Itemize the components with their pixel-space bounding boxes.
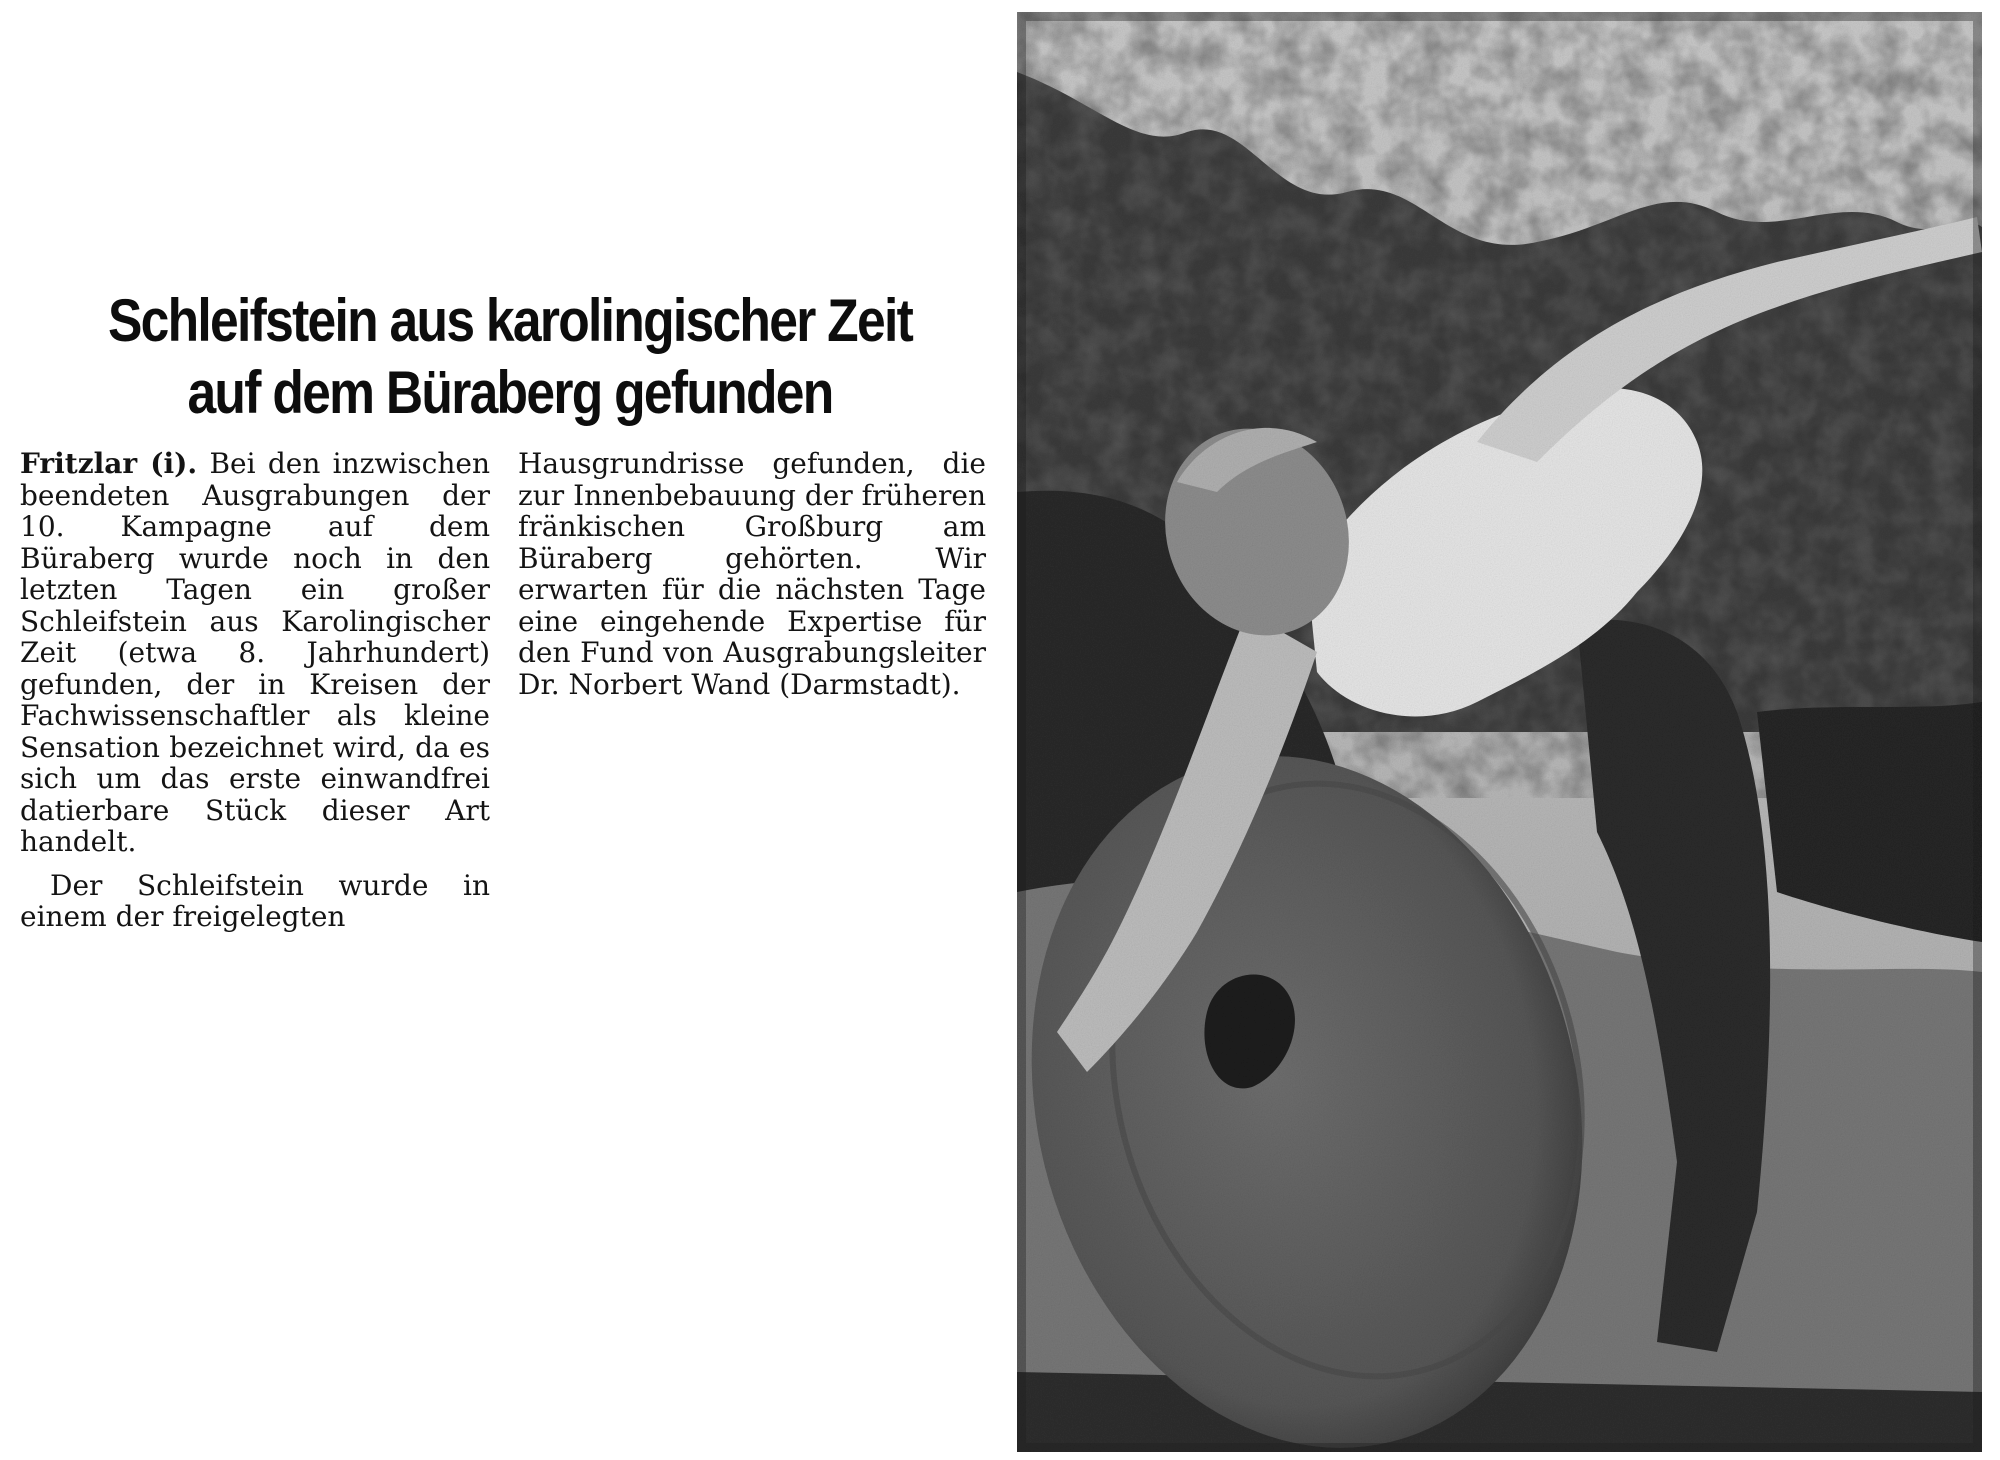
article-paragraph-1	[20, 448, 490, 858]
headline-line-1: Schleifstein aus karolingischer Zeit	[107, 287, 913, 354]
article-column-left	[20, 448, 490, 933]
article-column-right	[518, 448, 986, 700]
photo-man-with-grindstone	[1017, 12, 1982, 1452]
article-paragraph-2-continued: Hausgrundrisse gefunden, die zur Innenbebauung der früheren fränkischen Großburg am Büraberg gehörten. Wir erwarten für die nächsten Tage eine eingehende Expertise für den Fund von Ausgrabungsleiter Dr. Norbert Wand (Darmstadt).	[518, 447, 986, 701]
news-photo	[1017, 12, 1982, 1452]
article-paragraph-2-text: Der Schleifstein wurde in einem der freigelegten	[20, 868, 490, 933]
article-paragraph-2	[20, 870, 490, 933]
article-dateline: Fritzlar (i).	[20, 447, 198, 480]
article-headline	[89, 285, 932, 429]
headline-line-2: auf dem Büraberg gefunden	[187, 359, 833, 426]
article-paragraph-1-text: Bei den inzwischen beendeten Ausgrabungen der 10. Kampagne auf dem Büraberg wurde noch in den letzten Tagen ein großer Schleifstein aus Karolingischer Zeit (etwa 8. Jahrhundert) gefunden, der in Kreisen der Fachwissenschaftler als kleine Sensation bezeichnet wird, da es sich um das erste einwandfrei datierbare Stück dieser Art handelt.	[20, 447, 490, 858]
